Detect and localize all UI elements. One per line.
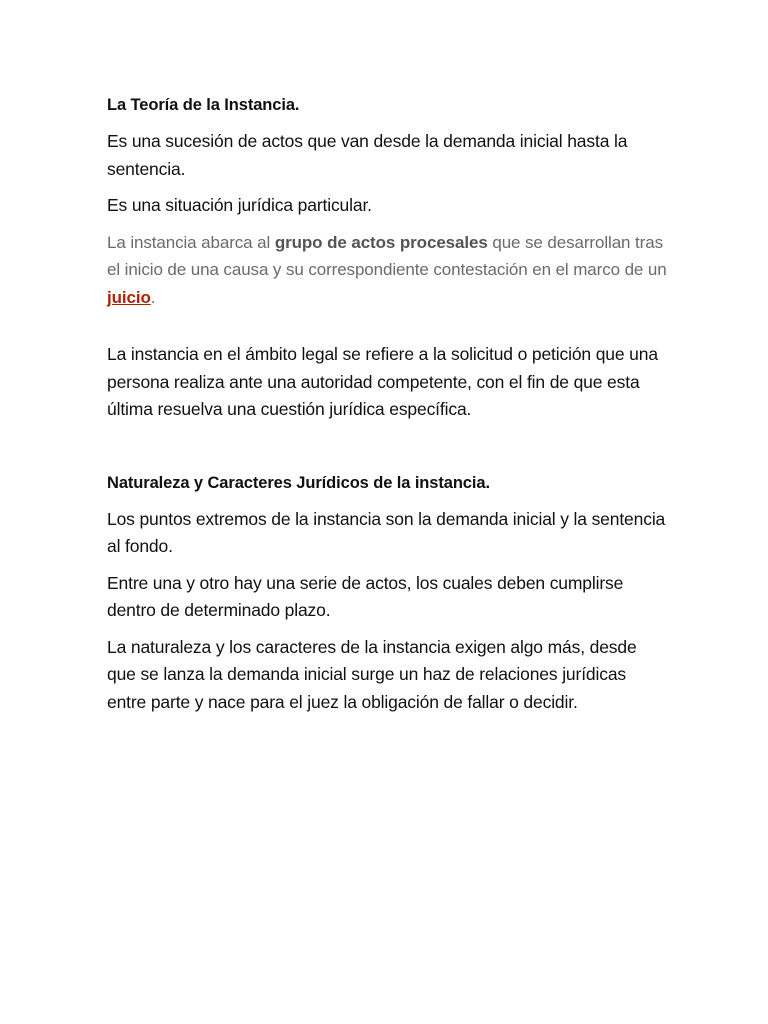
- link-juicio[interactable]: juicio: [107, 287, 151, 307]
- paragraph-instancia-ambito-legal: La instancia en el ámbito legal se refiere a la solicitud o petición que una persona realiza ante una autoridad competente, con el fin de que esta última resuelva una cuestión jurídica específica.: [107, 344, 658, 419]
- section-title-naturaleza: Naturaleza y Caracteres Jurídicos de la instancia.: [107, 473, 490, 492]
- bold-phrase-grupo-actos: grupo de actos procesales: [274, 232, 488, 252]
- text-segment: La instancia abarca al: [107, 232, 275, 252]
- text-segment: .: [150, 287, 156, 307]
- paragraph-situacion-juridica: Es una situación jurídica particular.: [107, 195, 372, 215]
- paragraph-naturaleza-caracteres: La naturaleza y los caracteres de la instancia exigen algo más, desde que se lanza la demanda inicial surge un haz de relaciones jurídicas entre parte y nace para el juez la obligación de fallar o decidir.: [107, 636, 637, 712]
- paragraph-serie-actos: Entre una y otro hay una serie de actos, los cuales deben cumplirse dentro de determinado plazo.: [107, 572, 624, 620]
- spacer: [107, 320, 668, 341]
- spacer: [107, 433, 668, 470]
- paragraph-instancia-abarca: [107, 229, 668, 312]
- text-segment: que se desarrollan tras el inicio de una causa y su correspondiente contestación en el marco de un: [107, 232, 667, 279]
- paragraph-puntos-extremos: Los puntos extremos de la instancia son la demanda inicial y la sentencia al fondo.: [107, 508, 666, 556]
- paragraph-sucesion-actos: Es una sucesión de actos que van desde la demanda inicial hasta la sentencia.: [107, 131, 628, 179]
- section-title-teoria: La Teoría de la Instancia.: [107, 96, 300, 114]
